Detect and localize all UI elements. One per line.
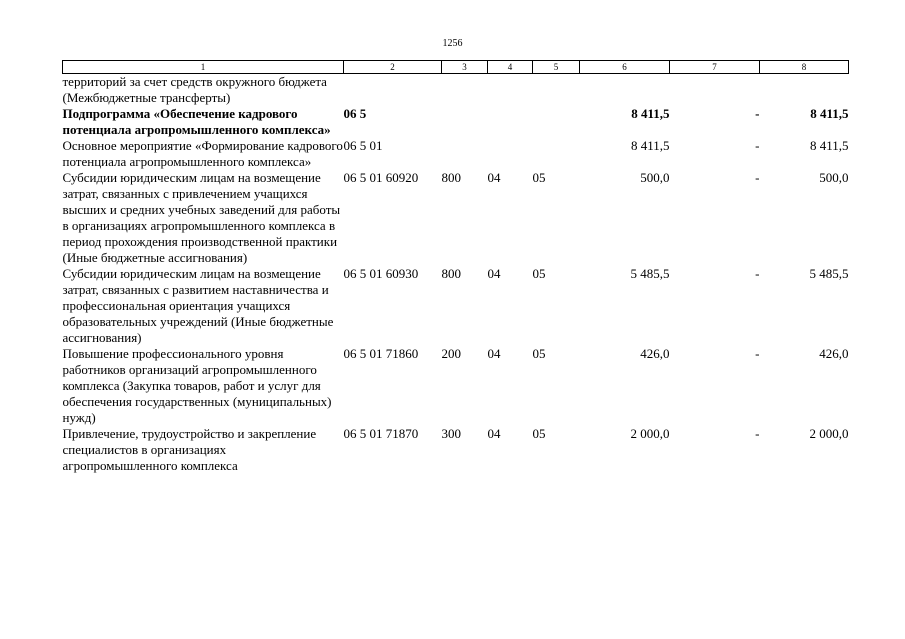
row-name: территорий за счет средств окружного бюджета (Межбюджетные трансферты) <box>62 74 327 105</box>
row-expense-type: 800 <box>441 266 461 281</box>
row-amount-6: 8 411,5 <box>631 106 670 121</box>
row-subsection: 05 <box>532 426 546 441</box>
row-amount-7: - <box>755 426 760 441</box>
row-amount-8: 8 411,5 <box>809 138 849 153</box>
row-amount-7: - <box>755 138 760 153</box>
row-code: 06 5 01 71870 <box>343 426 419 441</box>
row-name: Повышение профессионального уровня работников организаций агропромышленного комплекса (Закупка товаров, работ и услуг для обеспечения государственных (муниципальных) нужд) <box>62 346 332 425</box>
row-section <box>488 74 533 107</box>
row-subsection <box>533 138 580 170</box>
column-header-1: 1 <box>63 61 344 74</box>
row-expense-type <box>442 106 488 138</box>
column-header-3: 3 <box>442 61 488 74</box>
table-row <box>63 266 849 346</box>
row-amount-7: - <box>755 170 760 185</box>
row-amount-6: 8 411,5 <box>630 138 670 153</box>
row-amount-8: 5 485,5 <box>809 266 849 281</box>
table-row <box>63 138 849 170</box>
row-section: 04 <box>487 346 501 361</box>
row-code: 06 5 01 60930 <box>343 266 419 281</box>
column-header-4: 4 <box>488 61 533 74</box>
row-code: 06 5 <box>343 106 367 121</box>
row-amount-7: - <box>755 106 760 121</box>
row-name: Привлечение, трудоустройство и закрепление специалистов в организациях агропромышленного комплекса <box>62 426 317 473</box>
row-amount-7: - <box>755 266 760 281</box>
row-expense-type: 300 <box>441 426 461 441</box>
table-row <box>63 170 849 266</box>
row-subsection <box>533 106 580 138</box>
page-number: 1256 <box>442 38 463 49</box>
row-subsection: 05 <box>532 346 546 361</box>
row-amount-8: 500,0 <box>819 170 849 185</box>
row-section: 04 <box>487 426 501 441</box>
table-row <box>63 74 849 107</box>
column-header-7: 7 <box>670 61 760 74</box>
row-expense-type: 200 <box>441 346 461 361</box>
row-amount-8: 8 411,5 <box>810 106 849 121</box>
row-amount-6 <box>580 74 670 107</box>
row-amount-6: 5 485,5 <box>630 266 670 281</box>
row-amount-7: - <box>755 346 760 361</box>
row-code <box>344 74 442 107</box>
row-expense-type: 800 <box>441 170 461 185</box>
row-name: Субсидии юридическим лицам на возмещение затрат, связанных с привлечением учащихся высших и средних учебных заведений для работы в организациях агропромышленного комплекса в период прохождения производственной практики (Иные бюджетные ассигнования) <box>62 170 341 265</box>
row-section <box>488 138 533 170</box>
row-section: 04 <box>487 170 501 185</box>
row-code: 06 5 01 71860 <box>343 346 419 361</box>
table-row <box>63 106 849 138</box>
column-header-2: 2 <box>344 61 442 74</box>
column-header-8: 8 <box>760 61 849 74</box>
row-amount-6: 2 000,0 <box>630 426 670 441</box>
row-subsection <box>533 74 580 107</box>
column-header-6: 6 <box>580 61 670 74</box>
row-section <box>488 106 533 138</box>
row-name: Подпрограмма «Обеспечение кадрового потенциала агропромышленного комплекса» <box>62 106 331 137</box>
row-expense-type <box>442 138 488 170</box>
row-amount-7 <box>670 74 760 107</box>
row-subsection: 05 <box>532 170 546 185</box>
row-expense-type <box>442 74 488 107</box>
row-subsection: 05 <box>532 266 546 281</box>
row-amount-8: 426,0 <box>819 346 849 361</box>
row-code: 06 5 01 <box>343 138 383 153</box>
table-row <box>63 426 849 474</box>
row-amount-8: 2 000,0 <box>809 426 849 441</box>
row-section: 04 <box>487 266 501 281</box>
row-amount-8 <box>760 74 849 107</box>
table-row <box>63 346 849 426</box>
row-amount-6: 500,0 <box>640 170 670 185</box>
row-name: Основное мероприятие «Формирование кадрового потенциала агропромышленного комплекса» <box>62 138 343 169</box>
budget-table <box>62 60 849 474</box>
row-code: 06 5 01 60920 <box>343 170 419 185</box>
row-name: Субсидии юридическим лицам на возмещение затрат, связанных с развитием наставничества и профессиональная ориентация учащихся образовательных учреждений (Иные бюджетные ассигнования) <box>62 266 334 345</box>
column-header-5: 5 <box>533 61 580 74</box>
row-amount-6: 426,0 <box>640 346 670 361</box>
column-number-header <box>63 61 849 74</box>
